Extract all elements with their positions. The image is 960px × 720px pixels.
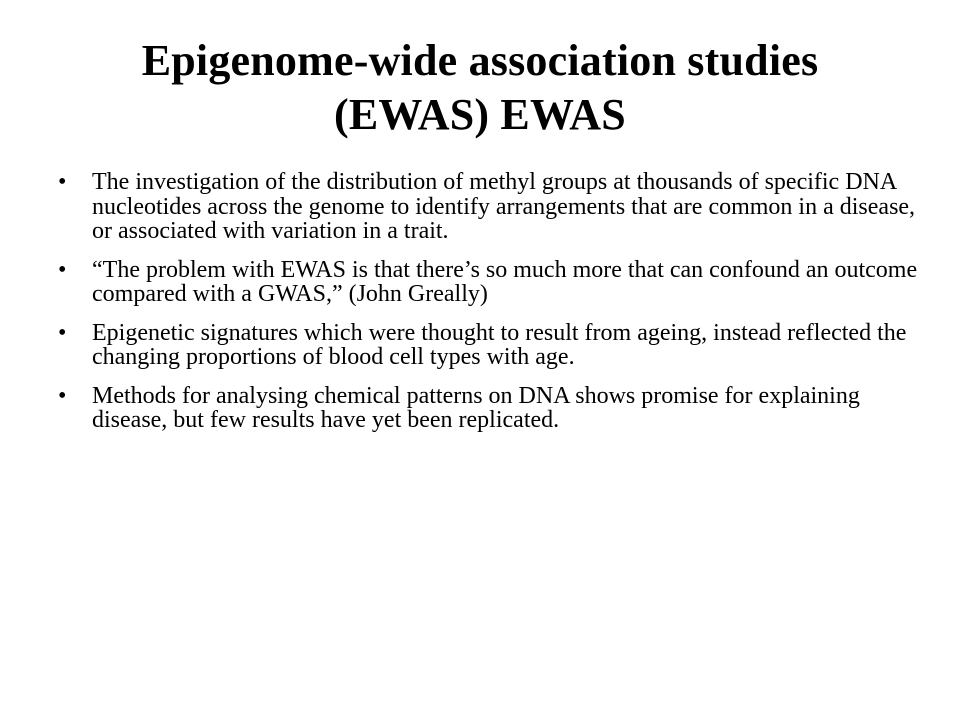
slide-title <box>40 34 920 142</box>
bullet-text: Methods for analysing chemical patterns on DNA shows promise for explaining disease, but few results have yet been replicated. <box>92 382 860 433</box>
bullet-item <box>58 321 918 370</box>
slide-title-line-1: Epigenome-wide association studies <box>141 36 819 85</box>
bullet-marker: • <box>58 256 67 283</box>
bullet-marker: • <box>58 169 67 195</box>
bullet-item <box>58 384 918 433</box>
slide-title-line-2: (EWAS) EWAS <box>334 90 626 139</box>
bullet-text: The investigation of the distribution of methyl groups at thousands of specific DNA nucleotides across the genome to identify arrangements that are common in a disease, or associated with variation in a trait. <box>92 169 916 244</box>
bullet-text: Epigenetic signatures which were thought to result from ageing, instead reflected the changing proportions of blood cell types with age. <box>92 319 907 370</box>
bullet-item <box>58 258 918 307</box>
bullet-marker: • <box>58 382 67 409</box>
bullet-list <box>58 170 918 447</box>
bullet-marker: • <box>58 319 67 346</box>
bullet-item <box>58 170 918 244</box>
bullet-text: “The problem with EWAS is that there’s so much more that can confound an outcome compared with a GWAS,” (John Greally) <box>92 256 918 307</box>
